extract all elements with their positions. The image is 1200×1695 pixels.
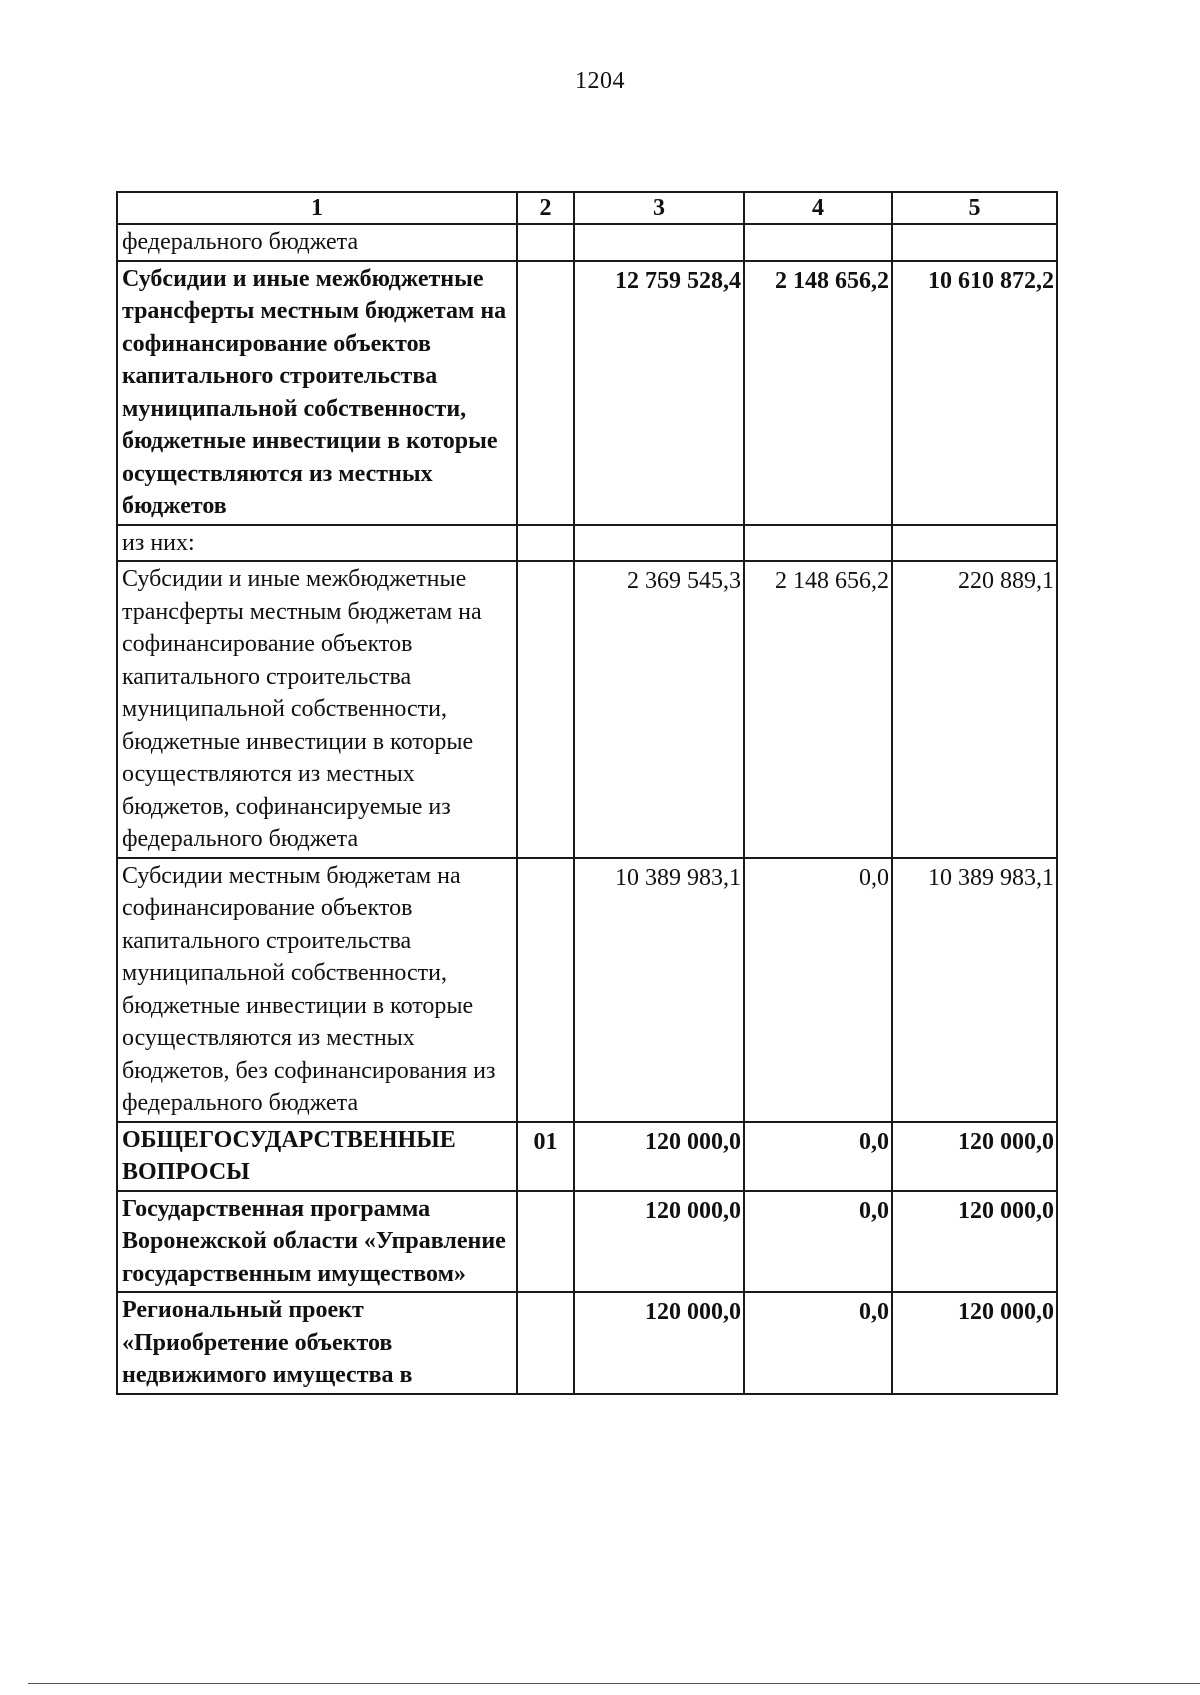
row-value-col3 [574,224,744,261]
table-row [117,858,1057,1122]
column-header-2: 2 [517,192,574,224]
row-value-col3: 120 000,0 [574,1122,744,1191]
row-code [517,261,574,525]
budget-table [116,191,1058,1395]
row-code: 01 [517,1122,574,1191]
row-name: ОБЩЕГОСУДАРСТВЕННЫЕ ВОПРОСЫ [117,1122,517,1191]
row-name: федерального бюджета [117,224,517,261]
row-value-col3: 10 389 983,1 [574,858,744,1122]
row-code [517,858,574,1122]
table-row [117,1292,1057,1394]
column-header-5: 5 [892,192,1057,224]
row-value-col3: 12 759 528,4 [574,261,744,525]
row-value-col4: 0,0 [744,1292,892,1394]
row-value-col4: 0,0 [744,1122,892,1191]
row-name: Субсидии и иные межбюджетные трансферты местным бюджетам на софинансирование объектов капитального строительства муниципальной собственности, бюджетные инвестиции в которые осуществляются из местных бюджетов [117,261,517,525]
table-header-row [117,192,1057,224]
column-header-1: 1 [117,192,517,224]
table-row [117,525,1057,562]
row-value-col5: 220 889,1 [892,561,1057,858]
row-value-col5: 120 000,0 [892,1292,1057,1394]
row-code [517,224,574,261]
table-row [117,261,1057,525]
column-header-4: 4 [744,192,892,224]
row-value-col4 [744,525,892,562]
row-value-col4 [744,224,892,261]
row-name: Субсидии местным бюджетам на софинансирование объектов капитального строительства муниципальной собственности, бюджетные инвестиции в которые осуществляются из местных бюджетов, без софинансирования из федерального бюджета [117,858,517,1122]
row-code [517,525,574,562]
row-value-col3: 120 000,0 [574,1292,744,1394]
row-code [517,1292,574,1394]
row-value-col4: 2 148 656,2 [744,261,892,525]
row-value-col3: 120 000,0 [574,1191,744,1293]
row-value-col5: 10 610 872,2 [892,261,1057,525]
table-row [117,1191,1057,1293]
page-number: 1204 [575,68,625,94]
table-row [117,1122,1057,1191]
row-code [517,561,574,858]
row-value-col4: 0,0 [744,858,892,1122]
row-value-col5: 120 000,0 [892,1122,1057,1191]
row-code [517,1191,574,1293]
row-value-col4: 2 148 656,2 [744,561,892,858]
column-header-3: 3 [574,192,744,224]
table-row [117,224,1057,261]
row-name: Государственная программа Воронежской области «Управление государственным имуществом» [117,1191,517,1293]
row-name: Региональный проект «Приобретение объектов недвижимого имущества в [117,1292,517,1394]
row-value-col3: 2 369 545,3 [574,561,744,858]
row-value-col5 [892,525,1057,562]
row-value-col3 [574,525,744,562]
table-row [117,561,1057,858]
row-value-col5: 10 389 983,1 [892,858,1057,1122]
row-value-col5 [892,224,1057,261]
row-name: из них: [117,525,517,562]
row-name: Субсидии и иные межбюджетные трансферты местным бюджетам на софинансирование объектов капитального строительства муниципальной собственности, бюджетные инвестиции в которые осуществляются из местных бюджетов, софинансируемые из федерального бюджета [117,561,517,858]
row-value-col4: 0,0 [744,1191,892,1293]
row-value-col5: 120 000,0 [892,1191,1057,1293]
bottom-rule [28,1683,1200,1684]
